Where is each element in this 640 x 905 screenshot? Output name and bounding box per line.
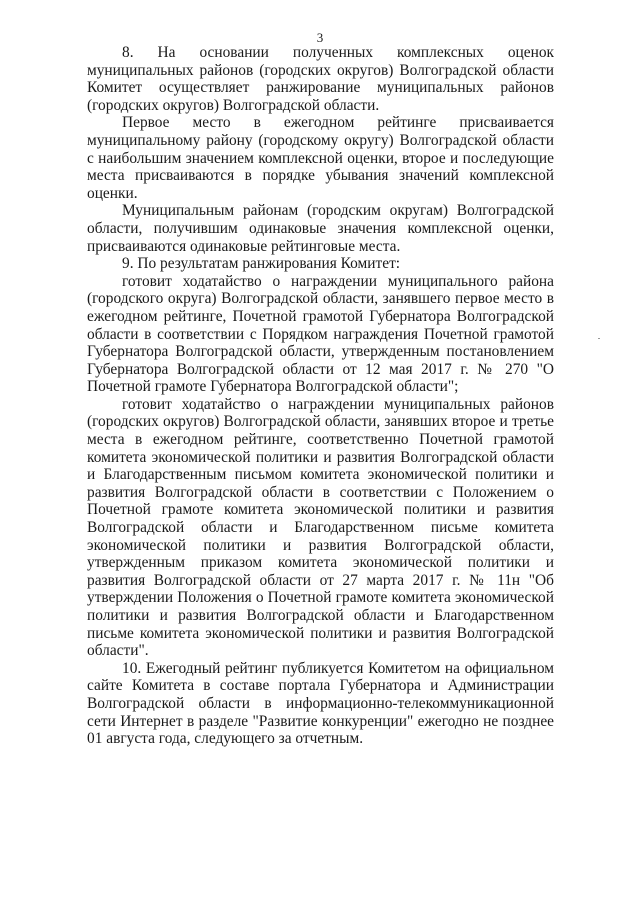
page-number: 3	[316, 30, 324, 45]
paragraph-committee-award: готовит ходатайство о награждении муниципальных районов (городских округов) Волгоградской области, занявших второе и третье места в ежегодном рейтинге, соответственно Почетной грамотой комитета экономической политики и развития Волгоградской области и Благодарственным письмом комитета экономической политики и развития Волгоградской области в соответствии с Положением о Почетной грамоте комитета экономической политики и развития Волгоградской области и Благодарственном письме комитета экономической политики и развития Волгоградской области, утвержденным приказом комитета экономической политики и развития Волгоградской области от 27 марта 2017 г. № 11н "Об утверждении Положения о Почетной грамоте комитета экономической политики и развития Волгоградской области и Благодарственном письме комитета экономической политики и развития Волгоградской области".	[87, 395, 554, 660]
paragraph-first-place: Первое место в ежегодном рейтинге присваивается муниципальному району (городскому округу) Волгоградской области с наибольшим значением комплексной оценки, второе и последующие места присваиваются в порядке убывания значений комплексной оценки.	[87, 114, 554, 202]
scan-artifact	[598, 338, 600, 339]
paragraph-9-results: 9. По результатам ранжирования Комитет:	[122, 255, 401, 273]
document-body	[87, 44, 554, 748]
paragraph-equal-places: Муниципальным районам (городским округам) Волгоградской области, получившим одинаковые значения комплексной оценки, присваиваются одинаковые рейтинговые места.	[87, 202, 554, 255]
paragraph-10-publication: 10. Ежегодный рейтинг публикуется Комитетом на официальном сайте Комитета в составе портала Губернатора и Администрации Волгоградской области в информационно-телекоммуникационной сети Интернет в разделе "Развитие конкуренции" ежегодно не позднее 01 августа года, следующего за отчетным.	[87, 659, 554, 748]
paragraph-8-ranking: 8. На основании полученных комплексных оценок муниципальных районов (городских округов) Волгоградской области Комитет осуществляет ранжирование муниципальных районов (городских округов) Волгоградской области.	[87, 44, 554, 114]
paragraph-governor-award: готовит ходатайство о награждении муниципального района (городского округа) Волгоградской области, занявшего первое место в ежегодном рейтинге, Почетной грамотой Губернатора Волгоградской области в соответствии с Порядком награждения Почетной грамотой Губернатора Волгоградской области, утвержденным постановлением Губернатора Волгоградской области от 12 мая 2017 г. № 270 "О Почетной грамоте Губернатора Волгоградской области";	[87, 272, 554, 396]
